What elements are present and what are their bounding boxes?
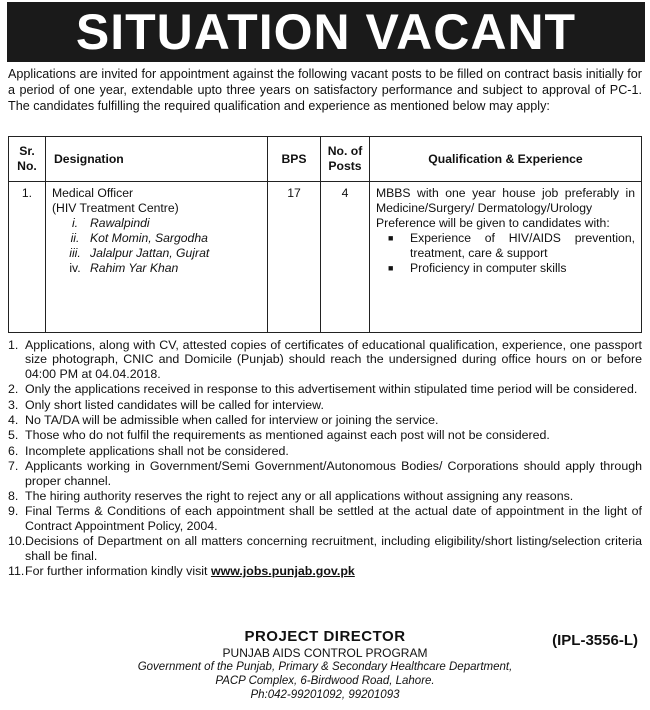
row-sr-no: 1. [9,182,46,333]
term-number: 8. [8,489,19,504]
location-item [52,261,261,276]
ipl-reference: (IPL-3556-L) [552,632,638,649]
term-item [8,444,642,458]
intro-paragraph: Applications are invited for appointment against the following vacant posts to be filled on contract basis initially for a period of one year, extendable upto three years on satisfactory performance and subject to approval of PC-1. The candidates fulfilling the required qualification and experience as mentioned below may apply: [8,67,642,113]
term-number: 3. [8,397,19,412]
preference-bullet [376,261,635,276]
row-qualification-cell [370,182,642,333]
signatory-title: PROJECT DIRECTOR [244,628,406,645]
term-number: 10. [8,534,26,549]
bullet-icon: ■ [388,263,394,273]
term-item [8,489,642,503]
term-item [8,428,642,442]
terms-list [8,338,642,580]
term-item [8,382,642,396]
term-item [8,413,642,427]
vacancy-table [8,136,642,333]
term-text: Only short listed candidates will be called for interview. [25,397,324,412]
program-name: PUNJAB AIDS CONTROL PROGRAM [222,646,428,660]
term-item [8,459,642,488]
header-qualification: Qualification & Experience [370,137,642,182]
term-number: 5. [8,428,19,443]
location-item [52,231,261,246]
location-name: Rahim Yar Khan [90,261,179,275]
row-designation-cell [46,182,268,333]
term-text: The hiring authority reserves the right to reject any or all applications without assigning any reasons. [25,489,574,504]
location-item [52,246,261,261]
term-item [8,534,642,563]
address-line-2: PACP Complex, 6-Birdwood Road, Lahore. [215,675,435,687]
term-number: 9. [8,504,19,519]
jobs-website-link[interactable]: www.jobs.punjab.gov.pk [210,564,355,579]
location-name: Jalalpur Jattan, Gujrat [90,246,210,260]
term-text: Applicants working in Government/Semi Government/Autonomous Bodies/ Corporations should apply through proper channel. [25,459,642,488]
header-posts: No. of Posts [321,137,370,182]
table-row [9,182,642,333]
qualification-text: MBBS with one year house job preferably in Medicine/Surgery/ Dermatology/Urology [376,186,635,215]
table-header-row [9,137,642,182]
term-number: 7. [8,459,19,474]
term-text: Final Terms & Conditions of each appointment shall be settled at the actual date of appointment in the light of Contract Appointment Policy, 2004. [25,504,642,533]
term-item [8,564,642,578]
term-number: 6. [8,443,19,458]
location-number: iv. [69,261,81,275]
location-number: iii. [69,246,81,260]
term-item [8,504,642,533]
location-item [52,216,261,231]
header-sr-no: Sr. No. [9,137,46,182]
term-number: 4. [8,413,19,428]
preference-text: Preference will be given to candidates with: [376,216,610,230]
bullet-text: Proficiency in computer skills [410,261,567,275]
term-item [8,338,642,381]
term-text: Decisions of Department on all matters concerning recruitment, including eligibility/short listing/selection criteria shall be final. [25,534,642,563]
term-text: Those who do not fulfil the requirements as mentioned against each post will not be considered. [25,428,550,443]
location-name: Rawalpindi [90,216,150,230]
term-number: 1. [8,338,19,352]
situation-vacant-banner: SITUATION VACANT [7,2,645,62]
term-number: 2. [8,382,19,397]
preference-bullet [376,231,635,261]
term-text [25,564,642,578]
location-name: Kot Momin, Sargodha [90,231,208,245]
designation-title: Medical Officer [52,186,134,200]
term-text: No TA/DA will be admissible when called for interview or joining the service. [25,413,439,428]
term-text: Incomplete applications shall not be considered. [25,443,289,458]
bullet-icon: ■ [388,233,394,243]
designation-centre: (HIV Treatment Centre) [52,201,179,215]
bullet-text: Experience of HIV/AIDS prevention, treatment, care & support [410,231,635,260]
location-number: i. [71,216,79,230]
header-bps: BPS [268,137,321,182]
term-number: 11. [8,564,25,579]
row-posts: 4 [321,182,370,333]
header-designation: Designation [46,137,268,182]
phone-numbers: Ph:042-99201092, 99201093 [250,689,400,701]
term-text: Only the applications received in response to this advertisement within stipulated time period will be considered. [25,382,638,397]
term-text: Applications, along with CV, attested copies of certificates of educational qualification, experience, one passport size photograph, CNIC and Domicile (Punjab) should reach the undersigned during office hours on or before 04:00 PM at 04.04.2018. [25,338,642,381]
term-item [8,398,642,412]
row-bps: 17 [268,182,321,333]
info-text: For further information kindly visit [25,564,208,579]
location-number: ii. [70,231,80,245]
address-line-1: Government of the Punjab, Primary & Secondary Healthcare Department, [137,661,513,673]
